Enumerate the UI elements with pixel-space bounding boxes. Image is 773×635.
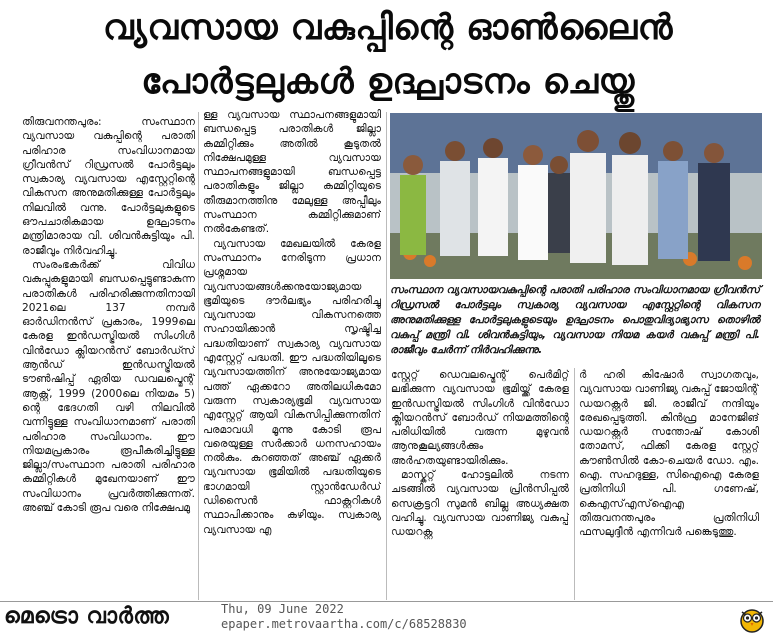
article-column-4 — [579, 368, 759, 601]
article-column-1 — [22, 115, 195, 601]
article-paragraph: വ്യവസായ മേഖലയിൽ കേരള സംസ്ഥാനം നേരിടുന്ന പ്രധാന പ്രശ്നമായ വ്യവസായങ്ങൾക്കനുയോജ്യമായ ഭൂമിയുടെ ദൗർലഭ്യം പരിഹരിച്ചു വ്യവസായ വികസനത്തെ സഹായിക്കാൻ സൃഷ്ടിച്ച പദ്ധതിയാണ് സ്വകാര്യ വ്യവസായ എസ്റ്റേറ്റ് പദ്ധതി. ഈ പദ്ധതിയിലൂടെ വ്യവസായത്തിന് അനുയോജ്യമായ പത്ത് ഏക്കറോ അതിലധികമോ വരുന്ന സ്വകാര്യഭൂമി വ്യവസായ എസ്റ്റേറ്റ് ആയി വികസിപ്പിക്കുന്നതിന് പരമാവധി മൂന്നു കോടി രൂപ വരെയുള്ള സർക്കാർ ധനസഹായം നൽകും. കുറഞ്ഞത് അഞ്ച് ഏക്കർ വ്യവസായ ഭൂമിയിൽ പദ്ധതിയുടെ ഭാഗമായി സ്റ്റാൻഡേർഡ് ഡിസൈൻ ഫാക്റ്ററികൾ സ്ഥാപിക്കാനും കഴിയും. സ്വകാര്യ വ്യവസായ എ — [203, 237, 381, 536]
owl-icon — [738, 605, 766, 633]
article-paragraph: ർ ഹരി കിഷോർ സ്വാഗതവും, വ്യവസായ വാണിജ്യ വകുപ്പ് ജോയിന്റ് ഡയറക്റ്റർ ജി. രാജീവ് നന്ദിയും രേഖപ്പെടുത്തി. കിൻഫ്ര മാനേജിങ് ഡയറക്റ്റർ സന്തോഷ് കോശി തോമസ്, ഫിക്കി കേരള സ്റ്റേറ്റ് കൗൺസിൽ കോ-ചെയർ ഡോ. എം. ഐ. സഹദുള്ള, സിഐഐ കേരള പ്രതിനിധി പി. ഗണേഷ്, കെഎസ്എസ്ഐഎ തിരുവനന്തപുരം പ്രതിനിധി ഫസലുദ്ദീൻ എന്നിവർ പങ്കെടുത്തു. — [579, 369, 759, 539]
article-paragraph: സംരംഭകർക്ക് വിവിധ വകുപ്പുകളുമായി ബന്ധപ്പെട്ടുണ്ടാകുന്ന പരാതികൾ പരിഹരിക്കുന്നതിനായി 2021ലെ 137 നമ്പർ ഓർഡിനൻസ് പ്രകാരം, 1999ലെ കേരള ഇൻഡസ്ട്രിയൽ സിംഗിൾ വിൻഡോ ക്ലിയറൻസ് ബോർഡ്സ് ആൻഡ് ഇൻഡസ്ട്രിയൽ ടൗൺഷിപ്പ് ഏരിയ ഡവലപ്മെന്റ് ആക്റ്റ്, 1999 (2000ലെ നിയമം 5) ന്റെ ഭേദഗതി വഴി നിലവിൽ വന്നിട്ടുള്ള സംവിധാനമാണ് പരാതി പരിഹാര സംവിധാനം. ഈ നിയമപ്രകാരം രൂപീകരിച്ചിട്ടുള്ള ജില്ലാ/സംസ്ഥാന പരാതി പരിഹാര കമ്മിറ്റികൾ മുഖേനയാണ് ഈ സംവിധാനം പ്രവർത്തിക്കുന്നത്. അഞ്ച് കോടി രൂപ വരെ നിക്ഷേപമു — [22, 258, 195, 515]
article-paragraph: സ്റ്റേറ്റ് ഡെവലപ്മെന്റ് പെർമിറ്റ് ലഭിക്കുന്ന വ്യവസായ ഭൂമിയ്ക്ക് കേരള ഇൻഡസ്ട്രിയൽ സിംഗിൾ വിൻഡോ ക്ലിയറൻസ് ബോർഡ് നിയമത്തിന്റെ പരിധിയിൽ വരുന്ന മുഴുവൻ ആനുകൂല്യങ്ങൾക്കും അർഹതയുണ്ടായിരിക്കും. — [391, 369, 569, 467]
article-column-3 — [391, 368, 569, 601]
column-divider — [574, 368, 575, 600]
edition-date: Thu, 09 June 2022 — [221, 602, 344, 616]
epaper-url[interactable]: epaper.metrovaartha.com/c/68528830 — [221, 617, 467, 631]
article-paragraph: ള്ള വ്യവസായ സ്ഥാപനങ്ങളുമായി ബന്ധപ്പെട്ട പരാതികൾ ജില്ലാ കമ്മിറ്റിക്കും അതിൽ കൂടുതൽ നിക്ഷേപമുള്ള വ്യവസായ സ്ഥാപനങ്ങളുമായി ബന്ധപ്പെട്ട പരാതികളും ജില്ലാ കമ്മിറ്റിയുടെ തീരുമാനത്തിനു മേലുള്ള അപ്പീലും സംസ്ഥാന കമ്മിറ്റിക്കുമാണ് നൽകേണ്ടത്. — [203, 109, 381, 236]
headline-line-2: പോർട്ടലുകൾ ഉദ്ഘാടനം ചെയ്തു — [141, 62, 635, 102]
article-paragraph: തിരുവനന്തപുരം: സംസ്ഥാന വ്യവസായ വകുപ്പിന്റെ പരാതി പരിഹാര സംവിധാനമായ ഗ്രീവൻസ് റിഡ്രസൽ പോർട്ടലും സ്വകാര്യ വ്യവസായ എസ്റ്റേറ്റിന്റെ വികസന അനുമതിക്കുള്ള പോർട്ടലും നിലവിൽ വന്നു. പോർട്ടലുകളുടെ ഔപചാരികമായ ഉദ്ഘാടനം മന്ത്രിമാരായ വി. ശിവൻകുട്ടിയും പി. രാജീവും നിർവഹിച്ചു. — [22, 116, 195, 257]
column-divider — [198, 112, 199, 600]
headline-line-1: വ്യവസായ വകുപ്പിന്റെ ഓൺലൈൻ — [103, 8, 673, 48]
column-divider — [386, 112, 387, 600]
photo-caption: സംസ്ഥാന വ്യവസായവകുപ്പിന്റെ പരാതി പരിഹാര സംവിധാനമായ ഗ്രീവൻസ് റിഡ്രസൽ പോർട്ടലും സ്വകാര്യ വ്യവസായ എസ്റ്റേറ്റിന്റെ വികസന അനുമതിക്കുള്ള പോർട്ടലുകളുടെയും ഉദ്ഘാടനം പൊതുവിദ്യാഭ്യാസ തൊഴിൽ വകുപ്പ് മന്ത്രി വി. ശിവൻകുട്ടിയും, വ്യവസായ നിയമ കയർ വകുപ്പ് മന്ത്രി പി. രാജീവും ചേർന്ന് നിർവഹിക്കുന്നു. — [390, 284, 760, 356]
article-column-2 — [203, 108, 381, 601]
footer-divider — [0, 601, 773, 602]
article-paragraph: മാസ്കറ്റ് ഹോട്ടലിൽ നടന്ന ചടങ്ങിൽ വ്യവസായ പ്രിൻസിപ്പൽ സെക്രട്ടറി സുമൻ ബില്ല അധ്യക്ഷത വഹിച്ചു. വ്യവസായ വാണിജ്യ വകുപ്പ് ഡയറക്റ്റ — [391, 469, 569, 539]
masthead-logo: മെട്രൊ വാർത്ത — [4, 604, 170, 629]
event-photo — [390, 113, 762, 279]
event-photo-illustration — [390, 113, 762, 279]
